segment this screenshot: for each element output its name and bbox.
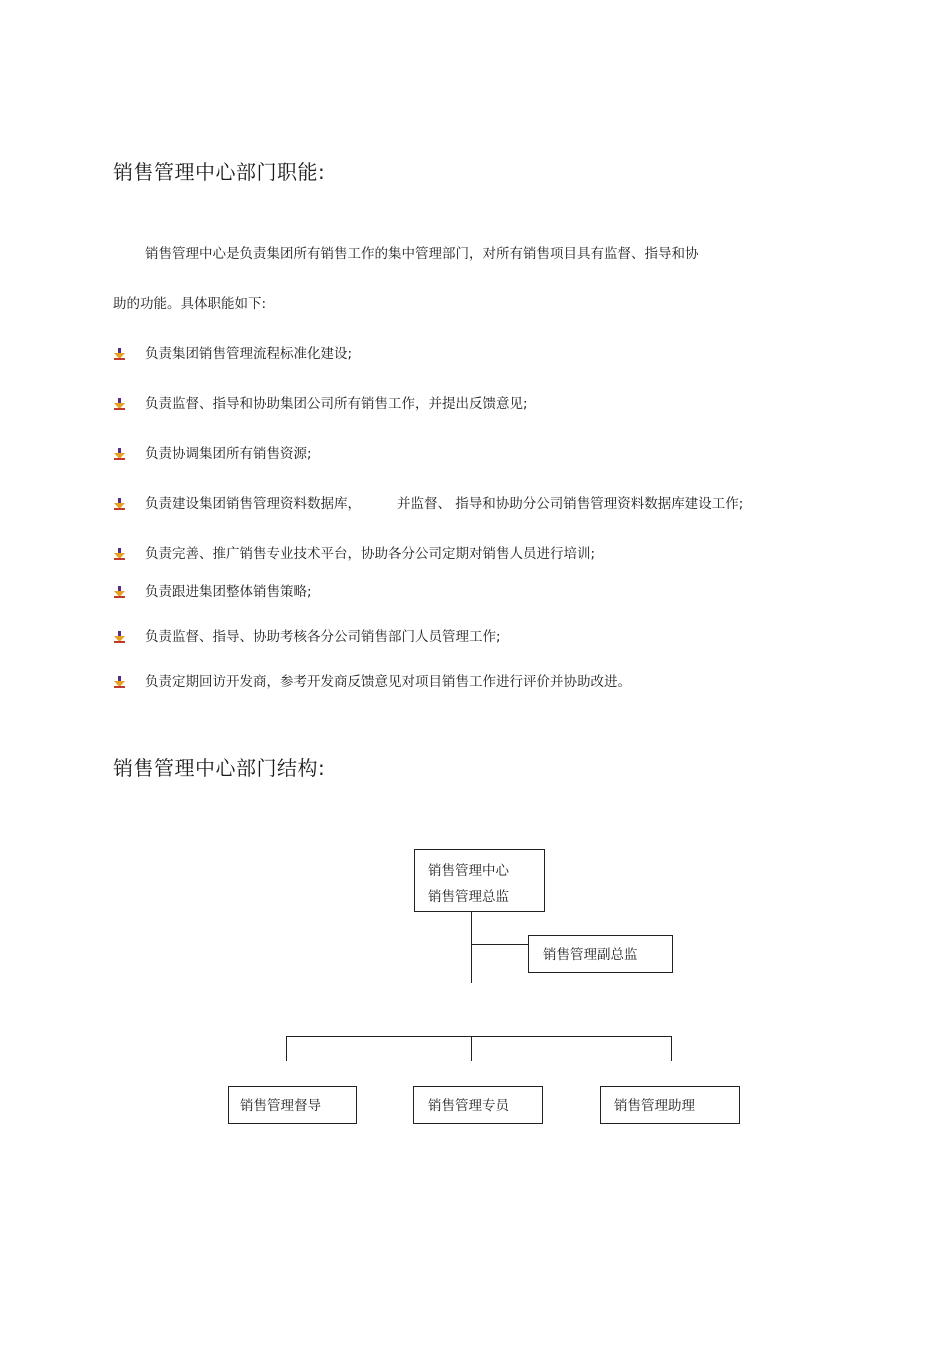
section-title-structure: 销售管理中心部门结构:: [113, 756, 326, 780]
org-box-deputy: [528, 935, 673, 973]
arrow-bullet-icon: [113, 586, 127, 598]
org-box-assistant: [600, 1086, 740, 1124]
org-box-supervisor: [228, 1086, 357, 1124]
arrow-bullet-icon: [113, 348, 127, 360]
org-box-director: [414, 849, 545, 912]
list-item-text-part2: 并监督、 指导和协助分公司销售管理资料数据库建设工作;: [397, 496, 744, 512]
org-connector-middle: [471, 1036, 472, 1061]
org-connector-left: [286, 1036, 287, 1061]
arrow-bullet-icon: [113, 398, 127, 410]
list-item-text: 负责跟进集团整体销售策略;: [145, 584, 312, 600]
org-connector-bus: [286, 1036, 672, 1037]
list-item-text: 负责监督、指导和协助集团公司所有销售工作，并提出反馈意见;: [145, 396, 528, 412]
section-title-functions: 销售管理中心部门职能:: [113, 160, 326, 184]
list-item-text: 负责集团销售管理流程标准化建设;: [145, 346, 353, 362]
arrow-bullet-icon: [113, 448, 127, 460]
intro-line-1: 销售管理中心是负责集团所有销售工作的集中管理部门，对所有销售项目具有监督、指导和协: [145, 246, 699, 262]
org-box-assistant-label: 销售管理助理: [614, 1098, 695, 1114]
org-connector-right: [671, 1036, 672, 1061]
list-item-text: 负责定期回访开发商，参考开发商反馈意见对项目销售工作进行评价并协助改进。: [145, 674, 631, 690]
list-item-text: 负责完善、推广销售专业技术平台，协助各分公司定期对销售人员进行培训;: [145, 546, 596, 562]
intro-line-2: 助的功能。具体职能如下:: [113, 296, 267, 312]
list-item-text-part1: 负责建设集团销售管理资料数据库，: [145, 496, 361, 512]
arrow-bullet-icon: [113, 548, 127, 560]
arrow-bullet-icon: [113, 498, 127, 510]
arrow-bullet-icon: [113, 631, 127, 643]
list-item-text: 负责监督、指导、协助考核各分公司销售部门人员管理工作;: [145, 629, 501, 645]
org-box-director-line2: 销售管理总监: [428, 889, 509, 905]
list-item-text: 负责协调集团所有销售资源;: [145, 446, 312, 462]
list-item-text: [145, 494, 743, 514]
org-box-specialist: [413, 1086, 543, 1124]
org-box-director-line1: 销售管理中心: [428, 863, 509, 879]
org-connector-trunk: [471, 912, 472, 983]
arrow-bullet-icon: [113, 676, 127, 688]
org-connector-deputy: [471, 944, 529, 945]
org-box-deputy-label: 销售管理副总监: [543, 947, 638, 963]
org-box-supervisor-label: 销售管理督导: [240, 1098, 321, 1114]
org-box-specialist-label: 销售管理专员: [428, 1098, 509, 1114]
